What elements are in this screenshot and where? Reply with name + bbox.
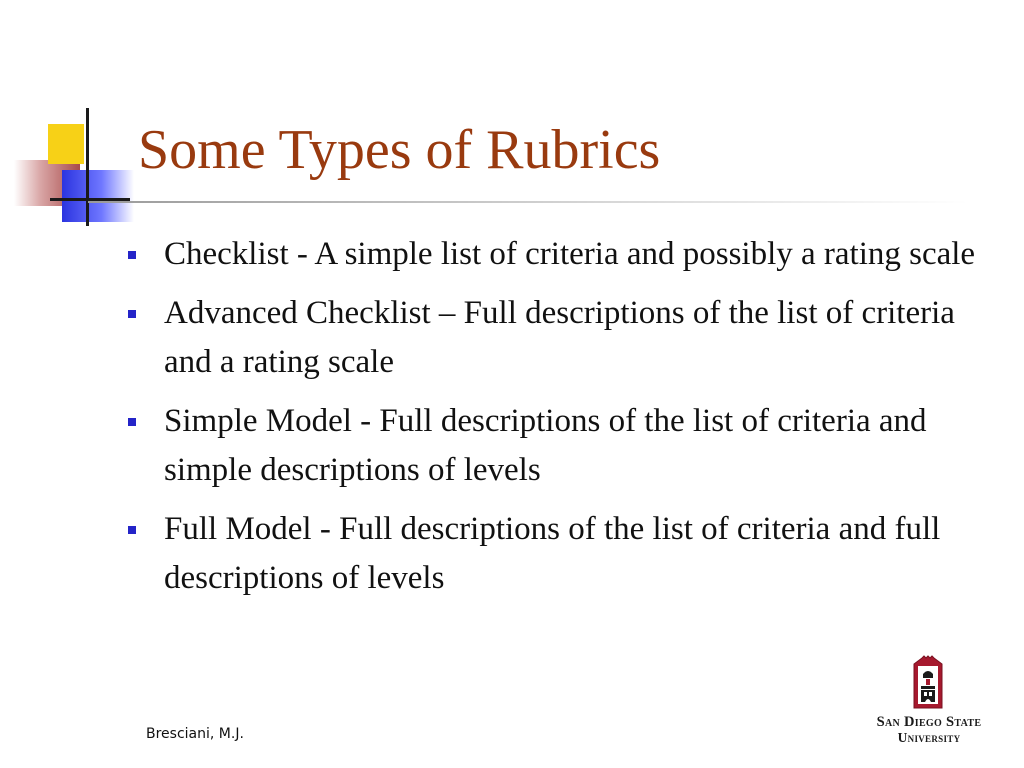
logo-line-2: University <box>897 730 961 745</box>
corner-ornament <box>0 0 160 240</box>
square-bullet-icon <box>128 526 136 534</box>
logo-line-1: San Diego State <box>876 714 982 730</box>
square-bullet-icon <box>128 310 136 318</box>
bullet-text: Full Model - Full descriptions of the list of criteria and full descriptions of levels <box>164 511 941 596</box>
bullet-text: Simple Model - Full descriptions of the list of criteria and simple descriptions of levels <box>164 403 927 488</box>
title-underline <box>88 201 968 203</box>
university-seal-icon <box>864 654 994 712</box>
university-logo <box>864 654 994 750</box>
bullet-item <box>126 397 1006 495</box>
bullet-list <box>126 230 1006 613</box>
slide-title: Some Types of Rubrics <box>138 119 661 181</box>
ornament-yellow-block <box>48 124 84 164</box>
bullet-text: Advanced Checklist – Full descriptions of the list of criteria and a rating scale <box>164 295 955 380</box>
square-bullet-icon <box>128 251 136 259</box>
footer-author: Bresciani, M.J. <box>146 726 244 742</box>
bullet-item <box>126 230 1006 279</box>
bullet-item <box>126 505 1006 603</box>
ornament-vertical-line <box>86 108 89 226</box>
square-bullet-icon <box>128 418 136 426</box>
ornament-blue-block <box>62 170 134 222</box>
bullet-item <box>126 289 1006 387</box>
bullet-text: Checklist - A simple list of criteria and possibly a rating scale <box>164 236 976 272</box>
